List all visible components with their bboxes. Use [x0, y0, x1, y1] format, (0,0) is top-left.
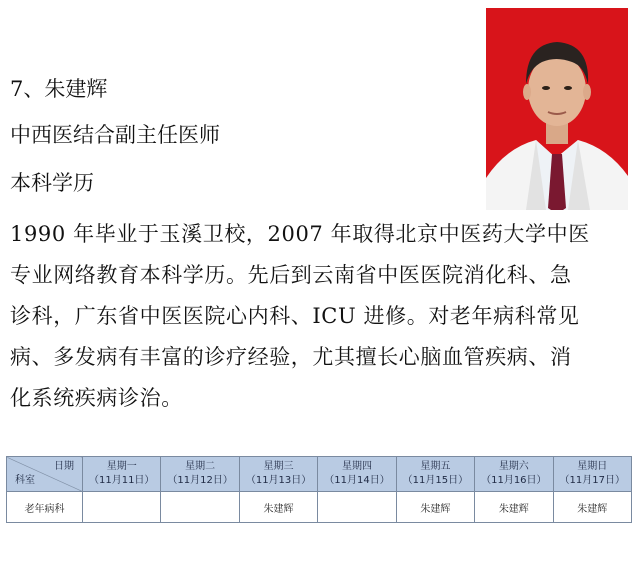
- day-date: （11月12日）: [167, 475, 233, 486]
- day-header-monday: [83, 457, 161, 492]
- duty-cell: 朱建辉: [553, 492, 631, 523]
- day-date: （11月14日）: [324, 475, 390, 486]
- duty-cell: [83, 492, 161, 523]
- day-date: （11月11日）: [88, 475, 155, 486]
- duty-schedule-table: [6, 456, 632, 523]
- bio-line: 专业网络教育本科学历。先后到云南省中医医院消化科、急: [10, 263, 572, 287]
- doctor-name: 7、朱建辉: [10, 77, 108, 101]
- day-header-sunday: [553, 457, 631, 492]
- corner-date-label: 日期: [54, 461, 74, 472]
- doctor-bio: [10, 214, 632, 419]
- doctor-portrait-icon: [486, 8, 628, 210]
- day-date: （11月16日）: [481, 475, 547, 486]
- duty-cell: [161, 492, 239, 523]
- day-header-thursday: [318, 457, 396, 492]
- duty-cell: 朱建辉: [239, 492, 317, 523]
- department-cell: 老年病科: [7, 492, 83, 523]
- day-name: 星期六: [498, 461, 529, 472]
- bio-line: 病、多发病有丰富的诊疗经验，尤其擅长心脑血管疾病、消: [10, 345, 572, 369]
- day-date: （11月15日）: [402, 475, 469, 486]
- doctor-degree: 本科学历: [10, 171, 94, 195]
- duty-cell: [318, 492, 396, 523]
- table-row: [7, 492, 632, 523]
- day-name: 星期三: [263, 461, 294, 472]
- day-name: 星期日: [577, 461, 608, 472]
- day-name: 星期一: [106, 461, 137, 472]
- doctor-title: 中西医结合副主任医师: [10, 123, 220, 147]
- day-header-saturday: [475, 457, 553, 492]
- day-name: 星期四: [341, 461, 372, 472]
- bio-line: 化系统疾病诊治。: [10, 386, 183, 410]
- bio-line: 诊科，广东省中医医院心内科、ICU 进修。对老年病科常见: [10, 304, 580, 328]
- day-header-tuesday: [161, 457, 239, 492]
- day-header-wednesday: [239, 457, 317, 492]
- schedule-header-row: [7, 457, 632, 492]
- day-name: 星期五: [420, 461, 451, 472]
- doctor-photo: [486, 8, 628, 210]
- duty-cell: 朱建辉: [396, 492, 474, 523]
- bio-line: 1990 年毕业于玉溪卫校，2007 年取得北京中医药大学中医: [10, 222, 590, 246]
- day-header-friday: [396, 457, 474, 492]
- day-name: 星期二: [185, 461, 216, 472]
- schedule-corner-cell: [7, 457, 83, 492]
- day-date: （11月13日）: [245, 475, 312, 486]
- day-date: （11月17日）: [559, 475, 625, 486]
- corner-dept-label: 科室: [15, 475, 35, 486]
- duty-cell: 朱建辉: [475, 492, 553, 523]
